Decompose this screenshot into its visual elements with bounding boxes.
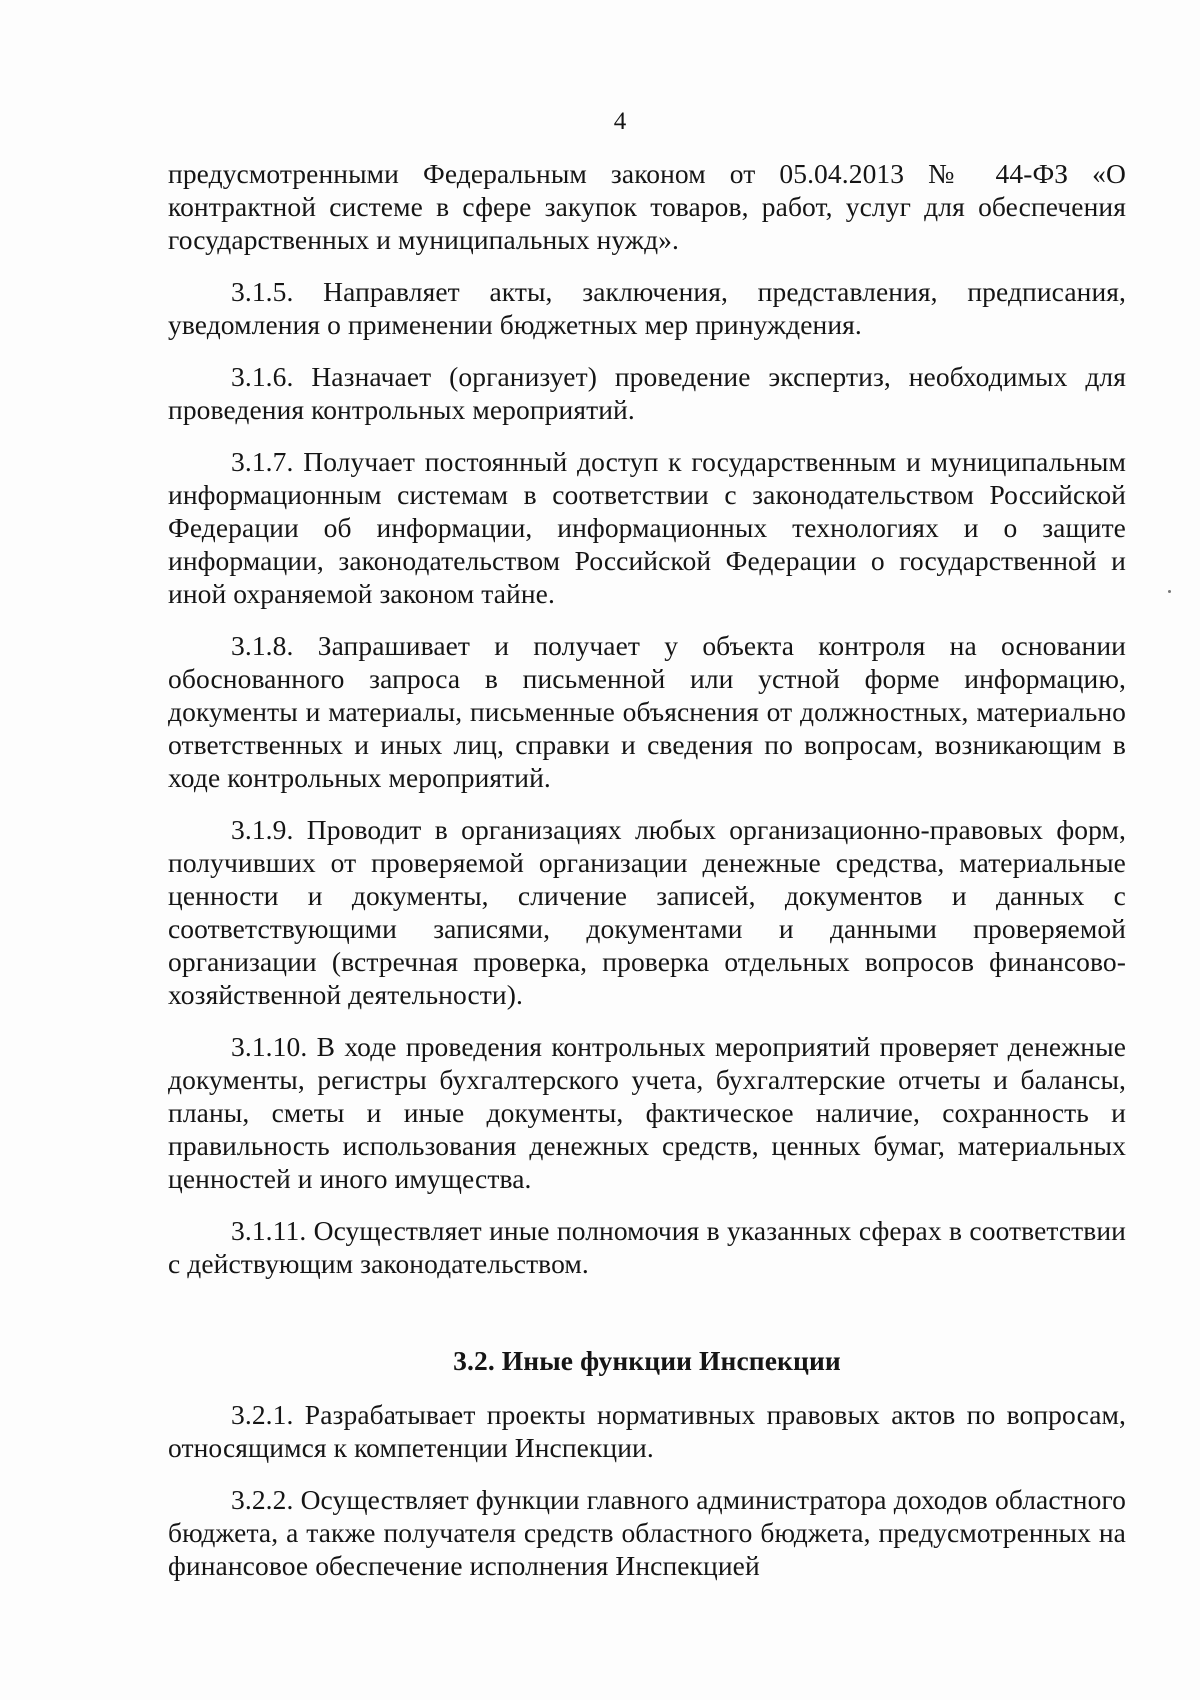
- paragraph-3-1-10: 3.1.10. В ходе проведения контрольных мероприятий проверяет денежные документы, регистры бухгалтерского учета, бухгалтерские отчеты и балансы, планы, сметы и иные документы, фактическое наличие, сохранность и правильность использования денежных средств, ценных бумаг, материальных ценностей и иного имущества.: [168, 1031, 1126, 1194]
- paragraph-3-1-8: 3.1.8. Запрашивает и получает у объекта контроля на основании обоснованного запроса в письменной или устной форме информацию, документы и материалы, письменные объяснения от должностных, материально ответственных и иных лиц, справки и сведения по вопросам, возникающим в ходе контрольных мероприятий.: [168, 630, 1126, 793]
- paragraph-3-1-7: 3.1.7. Получает постоянный доступ к государственным и муниципальным информационным системам в соответствии с законодательством Российской Федерации об информации, информационных технологиях и о защите информации, законодательством Российской Федерации о государственной и иной охраняемой законом тайне.: [168, 446, 1126, 609]
- paragraph-3-1-9: 3.1.9. Проводит в организациях любых организационно-правовых форм, получивших от проверяемой организации денежные средства, материальные ценности и документы, сличение записей, документов и данных с соответствующими записями, документами и данными проверяемой организации (встречная проверка, проверка отдельных вопросов финансово-хозяйственной деятельности).: [168, 814, 1126, 1010]
- paragraph-3-2-1: 3.2.1. Разрабатывает проекты нормативных правовых актов по вопросам, относящимся к компетенции Инспекции.: [168, 1399, 1126, 1463]
- scan-speck: [1168, 590, 1171, 593]
- paragraph-3-1-6: 3.1.6. Назначает (организует) проведение экспертиз, необходимых для проведения контрольных мероприятий.: [168, 361, 1126, 425]
- section-heading: 3.2. Иные функции Инспекции: [453, 1345, 841, 1376]
- paragraph-3-1-11: 3.1.11. Осуществляет иные полномочия в указанных сферах в соответствии с действующим законодательством.: [168, 1215, 1126, 1279]
- paragraph-3-1-5: 3.1.5. Направляет акты, заключения, представления, предписания, уведомления о применении бюджетных мер принуждения.: [168, 276, 1126, 340]
- paragraph-3-2-2: 3.2.2. Осуществляет функции главного администратора доходов областного бюджета, а также получателя средств областного бюджета, предусмотренных на финансовое обеспечение исполнения Инспекцией: [168, 1484, 1126, 1581]
- page-number: 4: [613, 108, 627, 135]
- paragraph-continuation: предусмотренными Федеральным законом от 05.04.2013 № 44-ФЗ «О контрактной системе в сфере закупок товаров, работ, услуг для обеспечения государственных и муниципальных нужд».: [168, 158, 1126, 255]
- document-body: [168, 157, 1126, 1601]
